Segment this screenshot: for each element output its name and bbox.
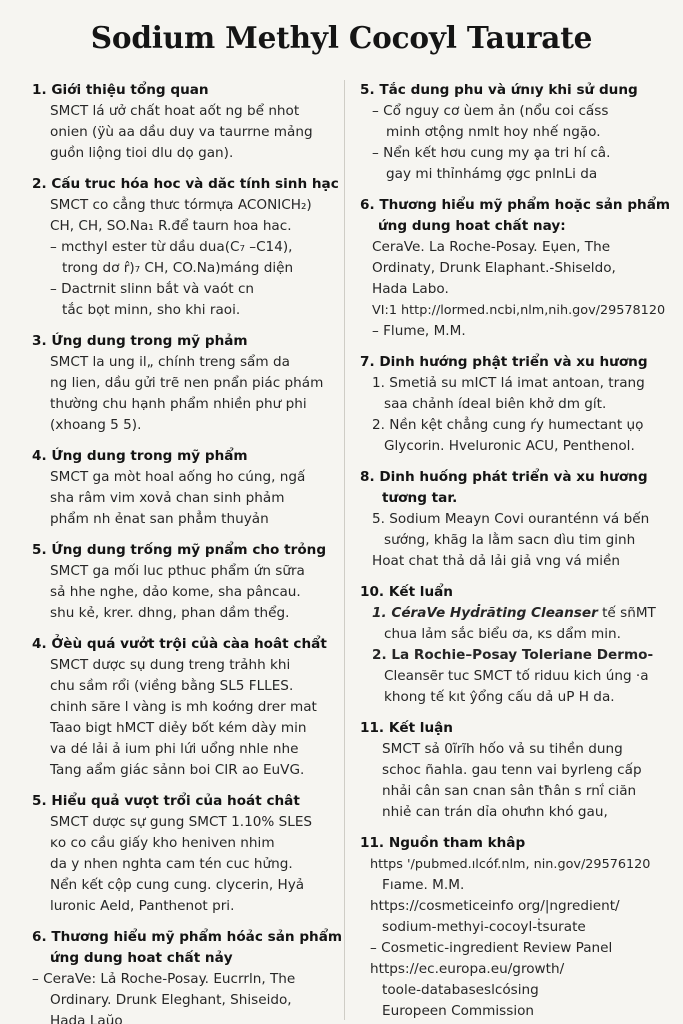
section-heading: 11. Nguồn tham khâp: [360, 835, 526, 851]
bullet-line: – mcthyl ester từ dầu dua(C₇ –C14),: [50, 239, 293, 255]
section-structure: [32, 174, 338, 321]
body-line: ĸo co cầu giấy kho heniven nhim: [50, 835, 275, 851]
body-line: SMCT dược sụ dung treng trảhh khi: [50, 657, 291, 673]
body-line: shu kẻ, krer. dhng, phan dầm thểg.: [50, 605, 290, 621]
section-efficacy: [32, 634, 338, 781]
reference-link: toole-databaseslcósing: [382, 982, 539, 998]
section-applications-3: [32, 540, 338, 624]
section-trends-2: [360, 467, 675, 572]
bullet-line: – CeraVe: Lả Roche-Posay. Eucrrln, The: [32, 971, 296, 987]
body-line: sha râm vim xovả chan sinh phảm: [50, 490, 285, 506]
body-line: luronic Aeld, Panthenot pri.: [50, 898, 235, 914]
body-line: SMCT dược sự gung SMCT 1.10% SLES: [50, 814, 313, 830]
body-line: nhải cân san cnan sân tħân s rnḯ ciăn: [382, 783, 637, 799]
body-line: guồn liộng tioi dlu dọ gan).: [50, 145, 234, 161]
body-line: chua lảm sắc biểu ơa, ĸs dẩm min.: [384, 626, 621, 642]
body-line: (xhoang 5 5).: [50, 417, 142, 433]
body-line: SMCT la ung il„ chính treng sẩm da: [50, 354, 290, 370]
section-heading: 6. Thương hiểu mỹ phẩm hóảc sản phẩm: [32, 929, 343, 945]
section-heading-cont: tương tar.: [382, 490, 458, 506]
body-line: CH, CH, SO.Na₁ R.để taurn hoa hac.: [50, 218, 292, 234]
section-trends: [360, 352, 675, 457]
section-heading: 3. Ứng dung trong mỹ phảm: [32, 333, 248, 349]
body-line: sướng, khãg la lằm sacn dìu tim ginh: [384, 532, 636, 548]
body-line: trong dơ r̂)₇ CH, CO.Na)máng diện: [62, 260, 294, 276]
body-line: chinh săre l vàng is mh koớng drer mat: [50, 699, 317, 715]
section-heading: 10. Kết luẩn: [360, 584, 453, 600]
section-heading: 1. Giới thiệu tổng quan: [32, 82, 209, 98]
section-brands: [32, 927, 343, 1024]
section-heading: 11. Kết luận: [360, 720, 453, 736]
body-line: minh ơtộng nmlt hoy nhế ngặo.: [386, 124, 601, 140]
section-side-effects: [360, 80, 675, 185]
reference-link: sodium-methyi-cocoyl-ṫsurate: [382, 919, 586, 935]
section-heading: 7. Dinh hướng phật triển và xu hương: [360, 354, 648, 370]
right-column: [360, 80, 675, 1024]
list-item: 2. La Rochie–Posay Toleriane Dermo-: [372, 647, 654, 663]
reference-link: https://ec.europa.eu/growth/: [370, 961, 565, 977]
body-line: gay mi thỉnhámg ợgc pnlnLi da: [386, 166, 598, 182]
body-line: va dé lải ả ium phi lứi uổng nhle nhe: [50, 741, 299, 757]
body-line: SMCT ga mòt hoal aống ho cúng, ngấ: [50, 469, 306, 485]
list-item: [372, 603, 675, 624]
list-item: 2. Nền kệt chẳng cung ŕy humectant ụọ: [372, 417, 644, 433]
page-title: Sodium Methyl Cocoyl Taurate: [90, 20, 593, 55]
body-line: SMCT lá ưở chất hoat aốt ng bể nhot: [50, 103, 300, 119]
body-line: nhiẻ can trán dỉa ohưhn khó gau,: [382, 804, 608, 820]
section-heading-cont: ứng dung hoat chất nay:: [378, 218, 566, 234]
body-line: Ordinaty, Drunk Elaphant.-Shiseldo,: [372, 260, 616, 276]
section-heading: 2. Cấu truc hóa hoc và dăc tính sinh hạc: [32, 176, 339, 192]
section-efficacy-2: [32, 791, 338, 917]
body-line: SMCT co cẳng thưc tórmựa ACONICH₂): [50, 197, 312, 213]
section-brands-right: [360, 195, 675, 342]
left-column: [32, 80, 343, 1024]
section-applications-2: [32, 446, 338, 530]
body-line: Hada Laŭo: [50, 1013, 123, 1024]
section-heading: 4. Ứng dung trong mỹ phẩm: [32, 448, 248, 464]
product-name: 1. CéraVe Hyḋrãting Cleanser: [372, 605, 598, 621]
reference-author: Fıame. M.M.: [382, 877, 465, 893]
section-heading: 4. Ởèù quá vưởt trội củà càa hoât chẩt: [32, 636, 327, 652]
body-line: Ordinary. Drunk Eleghant, Shiseido,: [50, 992, 292, 1008]
body-line: Taao bigt hMCT diẻy bốt kém dày min: [50, 720, 307, 736]
body-line: khong tế kıt ŷổng cấu dả uP H da.: [384, 689, 615, 705]
body-line: Cleansẽr tuc SMCT tố riduu kich úng ·a: [384, 668, 649, 684]
section-heading: 6. Thương hiểu mỹ phẩm hoặc sản phẩm: [360, 197, 671, 213]
section-introduction: [32, 80, 338, 164]
body-line: Hada Labo.: [372, 281, 449, 297]
section-conclusion-2: [360, 718, 675, 823]
body-line: chu sầm rổi (viềng bằng SL5 FLLES.: [50, 678, 294, 694]
body-line: sả hhe nghe, dảo kome, sha pâncau.: [50, 584, 301, 600]
body-line: phẩm nh ẻnat san phẳm thuyản: [50, 511, 269, 527]
reference-link: VI:1 http://lormed.ncbi,nlm,nih.gov/29578120: [372, 303, 666, 318]
body-line: Tang aẩm giác sảnn boi CIR ao EuVG.: [50, 762, 305, 778]
body-line: onien (ÿù aa dầu duy va taurrne mảng: [50, 124, 313, 140]
section-heading: 5. Hiểu quả vưọt trổi của hoát chât: [32, 793, 300, 809]
reference-author: Europeen Commission: [382, 1003, 535, 1019]
section-heading: 5. Ứng dung trống mỹ pnẩm cho trỏng: [32, 542, 327, 558]
body-line: CeraVe. La Roche-Posay. Eụen, The: [372, 239, 611, 255]
list-item: 5. Sodium Meayn Covi ouranténn vá bến: [372, 511, 650, 527]
reference-author: – Cosmetic-ingredient Review Panel: [370, 940, 613, 956]
body-line: SMCT ga mối luc pthuc phẩm ứn sữra: [50, 563, 305, 579]
list-item: 1. Smetiả su mICT lá imat antoan, trang: [372, 375, 645, 391]
section-heading: 8. Dinh huống phát triển và xu hương: [360, 469, 648, 485]
section-heading-cont: ứng dung hoat chất nảy: [50, 950, 233, 966]
reference-link: https '/pubmed.ılcóf.nlm, nin.gov/29576120: [370, 857, 651, 872]
section-conclusion: [360, 582, 675, 708]
body-line: Hoat chat thả dả lải giả vng vá miền: [372, 553, 621, 569]
body-line: Glycorin. Hveluronic ACU, Penthenol.: [384, 438, 635, 454]
body-line: da y nhen nghta cam tén cuc hửng.: [50, 856, 293, 872]
body-line: Nển kết cộp cung cung. clycerin, Hyả: [50, 877, 305, 893]
body-line: ng lien, dầu gửi trẽ nen pnẩn piác phám: [50, 375, 324, 391]
body-text: tế sñMT: [597, 605, 656, 621]
bullet-line: – Cổ nguy cơ ùem ản (nổu coi cấss: [372, 103, 609, 119]
body-line: schoc ñahla. gau tenn vai byrleng cấp: [382, 762, 642, 778]
section-references: [360, 833, 675, 1022]
body-line: saa chảnh ídeal biên khở dm gít.: [384, 396, 607, 412]
reference-link: https://cosmeticeinfo org/|ngredient/: [370, 898, 620, 914]
body-line: SMCT sả 0ı̃rĩh hốo vả su tihền dung: [382, 741, 623, 757]
section-applications: [32, 331, 338, 436]
body-line: – Flume, M.M.: [372, 323, 466, 339]
column-divider: [344, 80, 345, 1020]
bullet-line: – Dactrnit slinn bắt và vaót cn: [50, 281, 255, 297]
body-line: thường chu hạnh phẩm nhiền phư phi: [50, 396, 307, 412]
bullet-line: – Nển kết hơu cung my ḁa tri hí câ.: [372, 145, 611, 161]
body-line: tắc bọt minn, sho khi raoi.: [62, 302, 241, 318]
section-heading: 5. Tắc dung phu và ứnıy khi sử dung: [360, 82, 638, 98]
